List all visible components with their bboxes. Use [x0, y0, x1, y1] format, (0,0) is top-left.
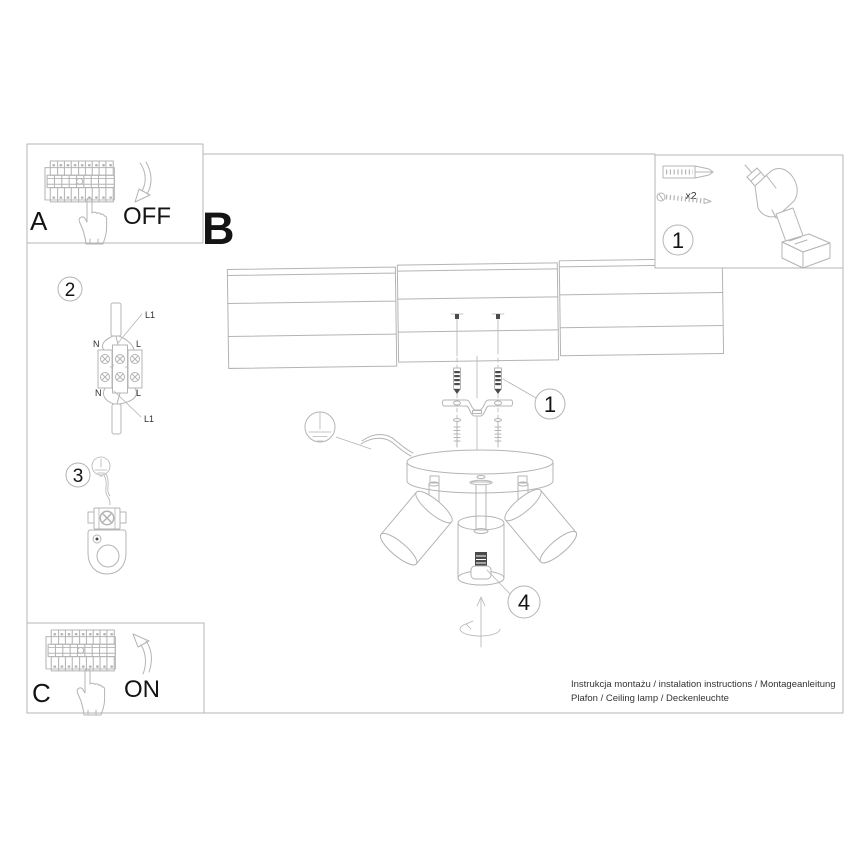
- step-c-state: ON: [124, 676, 160, 703]
- wire-label-n-top: N: [93, 339, 100, 349]
- footer-line-2: Plafon / Ceiling lamp / Deckenleuchte: [571, 693, 729, 704]
- bracket-screw-icon: [495, 419, 502, 448]
- step-c-letter: C: [32, 678, 51, 708]
- wire-label-l-bottom: L: [136, 388, 142, 398]
- cable-sleeve-top: [111, 303, 121, 336]
- wall-anchor-icon: [495, 368, 502, 394]
- footer-line-1: Instrukcja montażu / instalation instructions / Montageanleitung: [571, 679, 836, 690]
- step-a-box: [27, 144, 203, 243]
- anchor-quantity: x2: [685, 190, 697, 202]
- ceiling-panel-right: [559, 259, 723, 356]
- terminal-block: [98, 345, 142, 393]
- step-a-state: OFF: [123, 203, 171, 230]
- wire-label-l1-top: L1: [145, 310, 156, 320]
- callout-4-number: 4: [517, 590, 531, 615]
- mounting-bracket: [443, 400, 513, 416]
- earth-symbol-icon: [305, 412, 335, 442]
- step-b-letter: B: [202, 203, 235, 254]
- spot-stems: [429, 482, 528, 507]
- callout-1-number: 1: [543, 392, 557, 417]
- supply-wire: [361, 435, 413, 457]
- mounting-assembly: [305, 314, 580, 647]
- cable-sleeve-bottom: [112, 404, 121, 434]
- step-a-letter: A: [30, 206, 48, 236]
- spot-shade-left: [377, 487, 457, 569]
- lamp-base-part: [88, 530, 126, 574]
- spot-shade-right: [501, 485, 581, 567]
- wire-label-n-bottom: N: [95, 388, 102, 398]
- ground-clamp: [88, 508, 126, 529]
- wire-label-l1-bottom: L1: [144, 414, 155, 424]
- wall-anchor-icon: [454, 368, 461, 394]
- rotation-arrow-icon: [460, 597, 500, 647]
- ground-step: [66, 457, 126, 574]
- ceiling-panel-left: [227, 267, 396, 368]
- ceiling-screws: [451, 314, 504, 356]
- ceiling-panels: [227, 259, 723, 369]
- bracket-screw-icon: [454, 419, 461, 448]
- kit-callout-number: 1: [671, 228, 685, 253]
- ceiling-panel-middle: [397, 263, 558, 362]
- wiring-diagram: [58, 277, 155, 434]
- wire-label-l-top: L: [136, 339, 142, 349]
- earth-symbol-icon: [92, 457, 110, 476]
- callout-2-number: 2: [64, 280, 76, 301]
- callout-3-number: 3: [72, 466, 84, 487]
- footer: [571, 679, 836, 704]
